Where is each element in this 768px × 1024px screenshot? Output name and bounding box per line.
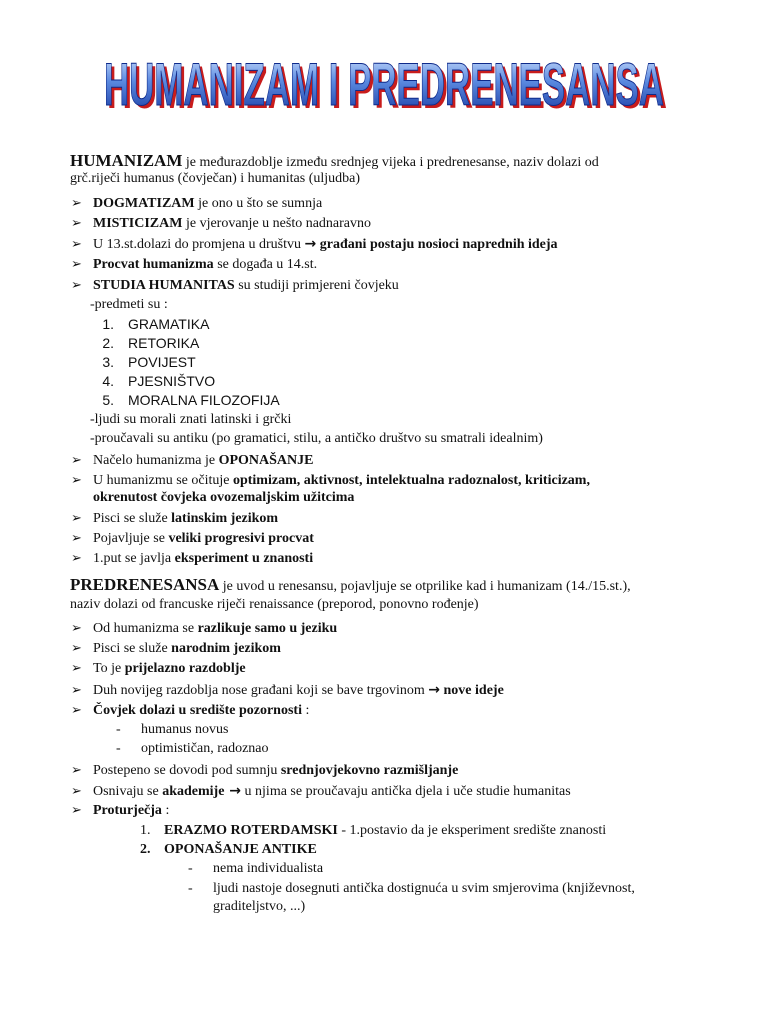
humanizam-intro-text: je međurazdoblje između srednjeg vijeka i predrenesanse, naziv dolazi od	[182, 155, 599, 170]
bullet-arrow-icon: ➢	[71, 196, 82, 211]
dash-marker: -	[188, 881, 193, 896]
bullet-bold: OPONAŠANJE	[218, 453, 314, 468]
bullet-13-stoljece	[71, 235, 558, 254]
list-bold: ERAZMO ROTERDAMSKI	[164, 823, 338, 838]
bullet-bold: Proturječja	[93, 803, 162, 818]
bullet-misticizam	[71, 215, 371, 233]
bullet-latinski	[71, 510, 278, 528]
list-item	[88, 391, 280, 409]
proturjecje-erazmo	[140, 822, 606, 840]
bullet-razlikuje	[71, 620, 337, 638]
dash-item	[188, 860, 323, 878]
predmeti-label: -predmeti su :	[90, 297, 168, 312]
bullet-text: To je	[93, 661, 125, 676]
list-text: POVIJEST	[128, 354, 196, 370]
bullet-arrow-icon: ➢	[71, 661, 82, 676]
humanizam-intro-line2: grč.riječi humanus (čovječan) i humanitas (uljudba)	[70, 171, 361, 186]
bullet-progres	[71, 530, 314, 548]
predrenesansa-intro-line1	[70, 576, 631, 596]
right-arrow-icon: →	[428, 682, 441, 698]
right-arrow-icon: →	[304, 236, 317, 252]
bullet-arrow-icon: ➢	[71, 531, 82, 546]
bullet-arrow-icon: ➢	[71, 803, 82, 818]
bullet-procvat-humanizma	[71, 256, 317, 274]
list-number: 1.	[140, 823, 151, 838]
dash-item	[116, 740, 269, 758]
bullet-arrow-icon: ➢	[71, 621, 82, 636]
bullet-covjek	[71, 702, 309, 720]
bullet-arrow-icon: ➢	[71, 257, 82, 272]
predrenesansa-intro-line2: naziv dolazi od francuske riječi renaissance (preporod, ponovno rođenje)	[70, 597, 479, 612]
bullet-eksperiment	[71, 550, 313, 568]
bullet-bold: veliki progresivi procvat	[168, 531, 314, 546]
dash-text: ljudi nastoje dosegnuti antička dostignuća u svim smjerovima (književnost,	[213, 881, 635, 896]
list-text: RETORIKA	[128, 335, 200, 351]
predrenesansa-intro-text: je uvod u renesansu, pojavljuje se otprilike kad i humanizam (14./15.st.),	[219, 579, 631, 594]
bullet-bold: optimizam, aktivnost, intelektualna radoznalost, kriticizam,	[232, 473, 590, 488]
bullet-bold: nove ideje	[440, 683, 504, 698]
bullet-bold: narodnim jezikom	[171, 641, 281, 656]
bullet-arrow-icon: ➢	[71, 641, 82, 656]
bullet-text: U humanizmu se očituje	[93, 473, 233, 488]
bullet-prijelazno	[71, 660, 246, 678]
list-text: - 1.postavio da je eksperiment središte znanosti	[337, 823, 607, 838]
humanizam-heading: HUMANIZAM	[70, 151, 183, 170]
list-item	[88, 353, 196, 371]
dash-text: humanus novus	[141, 722, 229, 737]
bullet-bold: prijelazno razdoblje	[124, 661, 246, 676]
list-number: 2.	[140, 842, 151, 857]
bullet-text: Načelo humanizma je	[93, 453, 219, 468]
bullet-bold: razlikuje samo u jeziku	[197, 621, 338, 636]
bullet-bold: latinskim jezikom	[171, 511, 279, 526]
predrenesansa-heading: PREDRENESANSA	[70, 575, 220, 594]
bullet-ocituje-cont	[93, 489, 354, 507]
bullet-bold: DOGMATIZAM	[93, 196, 195, 211]
bullet-arrow-icon: ➢	[71, 551, 82, 566]
dash-marker: -	[116, 741, 121, 756]
bullet-bold: Čovjek dolazi u središte pozornosti	[93, 703, 302, 718]
dash-text: optimističan, radoznao	[141, 741, 269, 756]
list-text: PJESNIŠTVO	[128, 373, 216, 389]
bullet-bold: građani postaju nosioci naprednih ideja	[316, 237, 558, 252]
bullet-text: :	[161, 803, 170, 818]
list-text: GRAMATIKA	[128, 316, 210, 332]
bullet-text: U 13.st.dolazi do promjena u društvu	[93, 237, 305, 252]
list-number: 1.	[102, 316, 114, 332]
dash-marker: -	[188, 861, 193, 876]
bullet-text: Duh novijeg razdoblja nose građani koji se bave trgovinom	[93, 683, 429, 698]
bullet-dogmatizam	[71, 195, 322, 213]
bullet-bold: okrenutost čovjeka ovozemaljskim užitcima	[93, 490, 355, 505]
bullet-nacelo	[71, 452, 313, 470]
note-latinski: -ljudi su morali znati latinski i grčki	[90, 412, 292, 427]
bullet-text: Pisci se služe	[93, 641, 172, 656]
bullet-arrow-icon: ➢	[71, 453, 82, 468]
list-bold: OPONAŠANJE ANTIKE	[164, 842, 317, 857]
bullet-bold: eksperiment u znanosti	[174, 551, 314, 566]
bullet-arrow-icon: ➢	[71, 763, 82, 778]
bullet-narodni-jezik	[71, 640, 281, 658]
dash-item	[116, 721, 229, 739]
bullet-studia-humanitas	[71, 277, 399, 295]
bullet-arrow-icon: ➢	[71, 473, 82, 488]
proturjecje-oponasanje	[140, 841, 317, 859]
dash-item	[188, 880, 635, 898]
dash-item-cont: graditeljstvo, ...)	[213, 899, 306, 914]
bullet-arrow-icon: ➢	[71, 216, 82, 231]
list-number: 3.	[102, 354, 114, 370]
bullet-bold: MISTICIZAM	[93, 216, 183, 231]
list-text: MORALNA FILOZOFIJA	[128, 392, 280, 408]
title-shadow: HUMANIZAM I PREDRENESANSA	[107, 54, 667, 118]
bullet-text: Pisci se služe	[93, 511, 172, 526]
bullet-text: Pojavljuje se	[93, 531, 169, 546]
list-item	[88, 334, 199, 352]
bullet-arrow-icon: ➢	[71, 683, 82, 698]
bullet-text: Postepeno se dovodi pod sumnju	[93, 763, 281, 778]
bullet-ocituje	[71, 472, 590, 490]
bullet-text: Osnivaju se	[93, 784, 163, 799]
bullet-arrow-icon: ➢	[71, 511, 82, 526]
bullet-duh	[71, 681, 504, 700]
title-text: HUMANIZAM I PREDRENESANSA	[104, 51, 664, 118]
document-title	[95, 48, 675, 118]
humanizam-intro-line1	[70, 152, 599, 172]
bullet-arrow-icon: ➢	[71, 237, 82, 252]
bullet-text: je ono u što se sumnja	[194, 196, 323, 211]
bullet-bold: akademije	[162, 784, 225, 799]
dash-text: nema individualista	[213, 861, 324, 876]
bullet-arrow-icon: ➢	[71, 784, 82, 799]
bullet-text: se događa u 14.st.	[213, 257, 318, 272]
list-item	[88, 315, 209, 333]
bullet-akademije	[71, 782, 571, 801]
bullet-arrow-icon: ➢	[71, 278, 82, 293]
bullet-text: je vjerovanje u nešto nadnaravno	[182, 216, 372, 231]
bullet-bold: Procvat humanizma	[93, 257, 214, 272]
bullet-text: Od humanizma se	[93, 621, 198, 636]
bullet-sumnja	[71, 762, 458, 780]
bullet-text: su studiji primjereni čovjeku	[234, 278, 399, 293]
list-number: 2.	[102, 335, 114, 351]
list-number: 4.	[102, 373, 114, 389]
list-number: 5.	[102, 392, 114, 408]
bullet-text: u njima se proučavaju antička djela i uče studie humanitas	[241, 784, 571, 799]
bullet-bold: srednjovjekovno razmišljanje	[280, 763, 459, 778]
list-item	[88, 372, 215, 390]
bullet-bold: STUDIA HUMANITAS	[93, 278, 235, 293]
bullet-text: 1.put se javlja	[93, 551, 175, 566]
bullet-arrow-icon: ➢	[71, 703, 82, 718]
bullet-text: :	[301, 703, 310, 718]
bullet-proturjecja	[71, 802, 169, 820]
dash-marker: -	[116, 722, 121, 737]
note-antika: -proučavali su antiku (po gramatici, stilu, a antičko društvo su smatrali idealnim)	[90, 431, 543, 446]
right-arrow-icon: →	[224, 783, 242, 799]
